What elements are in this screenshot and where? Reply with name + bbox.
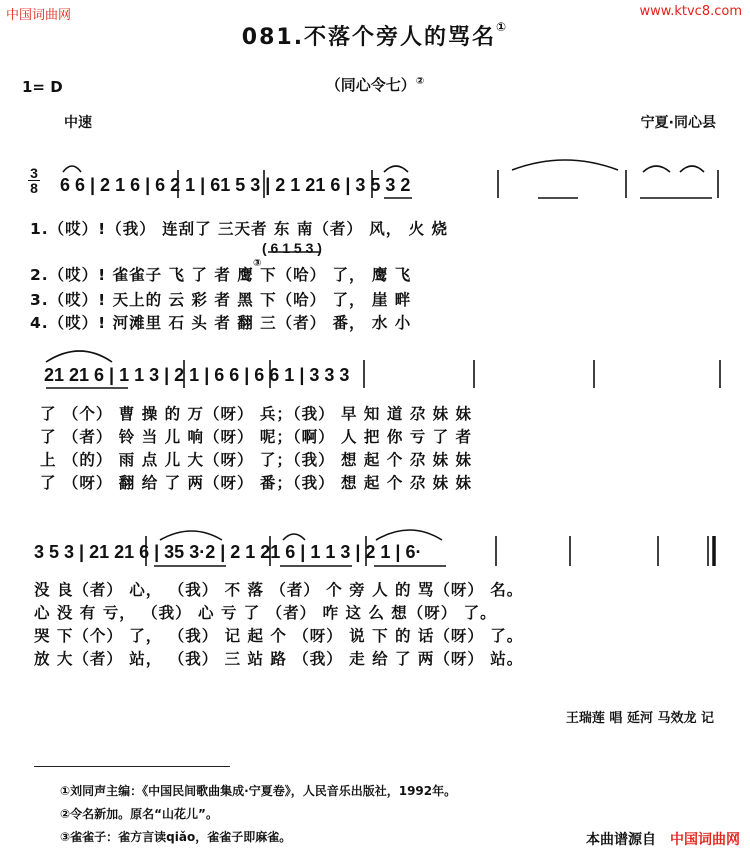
footnote-2: ②令名新加。原名“山花儿”。 bbox=[60, 807, 218, 821]
notation-system-3: 3 5 3 | 21 21 6 | 35 3·2 | 2 1 21 6 | 1 1 3 | 2 1 | 6· bbox=[34, 542, 422, 562]
footnote-3: ③雀雀子：雀方言读qiǎo，雀雀子即麻雀。 bbox=[60, 830, 292, 844]
region-label: 宁夏·同心县 bbox=[640, 115, 716, 131]
watermark-left: 中国词曲网 bbox=[6, 8, 72, 23]
key-signature: 1= D bbox=[22, 78, 63, 96]
lyric-verse-2-line-1: 2.（哎）! 雀雀子 飞 了 者 鹰 下（哈） 了， 鹰 飞 bbox=[30, 266, 412, 284]
lyric-verse-1-line-2: 了 （个） 曹 操 的 万（呀） 兵；（我） 早 知 道 尕 妹 妹 bbox=[40, 405, 473, 423]
notation-insert: ( 6 1 5 3 ) bbox=[262, 240, 322, 256]
song-title: 081.不落个旁人的骂名① bbox=[241, 20, 509, 50]
time-signature: 3 8 bbox=[28, 166, 40, 195]
source-site: 中国词曲网 bbox=[670, 832, 740, 848]
notation-system-1: 6 6 | 2 1 6 | 6 2 1 | 61 5 3 | 2 1 21 6 | 3 5 3 2 bbox=[60, 175, 411, 195]
qupai-name: （同心令七）② bbox=[325, 76, 425, 94]
lyric-verse-3-line-1: 3.（哎）! 天上的 云 彩 者 黑 下（哈） 了， 崖 畔 bbox=[30, 291, 412, 309]
lyric-verse-1-line-3: 没 良（者） 心， （我） 不 落 （者） 个 旁 人 的 骂（呀） 名。 bbox=[34, 581, 524, 599]
notation-system-2: 21 21 6 | 1 1 3 | 2 1 | 6 6 | 6 6 1 | 3 3 3 bbox=[44, 365, 350, 385]
source-credit: 本曲谱源自 中国词曲网 bbox=[586, 832, 740, 848]
lyric-verse-2-line-3: 心 没 有 亏， （我） 心 亏 了 （者） 咋 这 么 想（呀） 了。 bbox=[34, 604, 497, 622]
lyric-verse-1-line-1: 1.（哎）!（我） 连刮了 三天者 东 南（者） 风， 火 烧 bbox=[30, 220, 449, 238]
lyric-verse-4-line-3: 放 大（者） 站， （我） 三 站 路 （我） 走 给 了 两（呀） 站。 bbox=[34, 650, 524, 668]
lyric-verse-4-line-2: 了 （呀） 翻 给 了 两（呀） 番；（我） 想 起 个 尕 妹 妹 bbox=[40, 474, 473, 492]
lyric-verse-3-line-3: 哭 下（个） 了， （我） 记 起 个 （呀） 说 下 的 话（呀） 了。 bbox=[34, 627, 524, 645]
tempo-marking: 中速 bbox=[64, 115, 92, 131]
performer-credit: 王瑞莲 唱 延河 马效龙 记 bbox=[565, 711, 714, 726]
lyric-footnote-mark: ③ bbox=[253, 258, 262, 269]
footnote-1: ①刘同声主编：《中国民间歌曲集成·宁夏卷》，人民音乐出版社，1992年。 bbox=[60, 784, 457, 798]
lyric-verse-4-line-1: 4.（哎）! 河滩里 石 头 者 翻 三（者） 番， 水 小 bbox=[30, 314, 412, 332]
lyric-verse-2-line-2: 了 （者） 铃 当 儿 响（呀） 呢；（啊） 人 把 你 亏 了 者 bbox=[40, 428, 473, 446]
footnote-divider bbox=[34, 766, 230, 767]
watermark-right: www.ktvc8.com bbox=[639, 4, 742, 19]
lyric-verse-3-line-2: 上 （的） 雨 点 儿 大（呀） 了；（我） 想 起 个 尕 妹 妹 bbox=[40, 451, 473, 469]
